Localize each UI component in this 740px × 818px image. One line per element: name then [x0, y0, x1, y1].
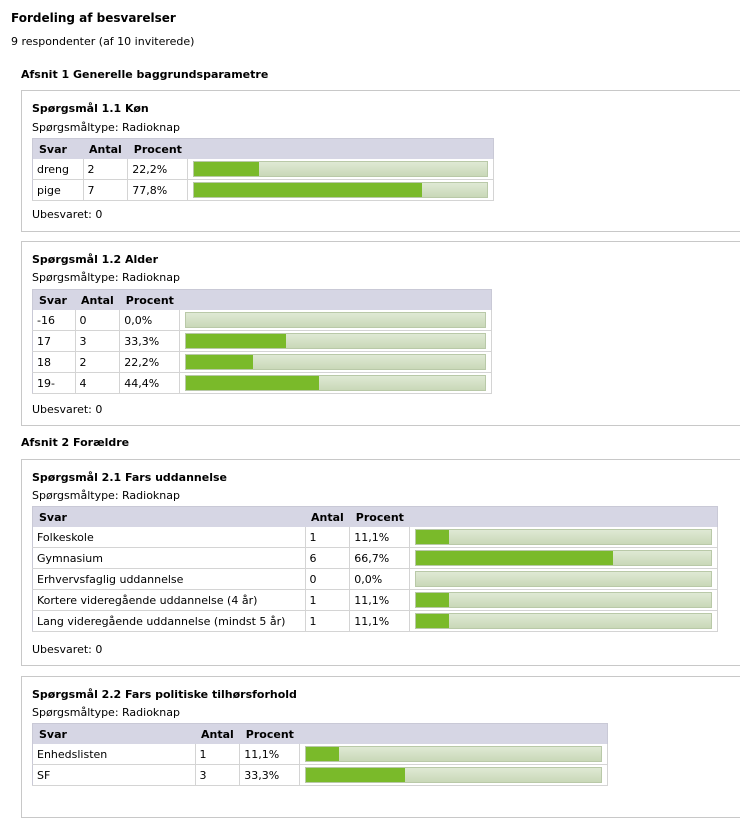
section-title: Afsnit 2 Forældre [21, 436, 130, 449]
unanswered-count: Ubesvaret: 0 [32, 643, 103, 656]
percent-bar [185, 312, 486, 328]
percent-bar [305, 767, 602, 783]
unanswered-count: Ubesvaret: 0 [32, 208, 103, 221]
table-header-row [33, 290, 492, 311]
answer-label: Kortere videregående uddannelse (4 år) [33, 590, 306, 611]
answer-count: 2 [75, 352, 120, 373]
percent-bar [415, 613, 712, 629]
bar-cell [300, 765, 608, 786]
question-type: Spørgsmåltype: Radioknap [32, 706, 181, 719]
bar-cell [180, 373, 492, 394]
bar-cell [180, 331, 492, 352]
section-title: Afsnit 1 Generelle baggrundsparametre [21, 68, 269, 81]
answer-label: Lang videregående uddannelse (mindst 5 år) [33, 611, 306, 632]
col-header-antal: Antal [305, 507, 350, 528]
question-title: Spørgsmål 1.1 Køn [32, 102, 149, 115]
percent-bar [185, 375, 486, 391]
percent-bar-fill [416, 593, 449, 607]
percent-bar [185, 333, 486, 349]
bar-cell [300, 744, 608, 765]
answer-count: 6 [305, 548, 350, 569]
answer-count: 3 [195, 765, 240, 786]
question-type: Spørgsmåltype: Radioknap [32, 121, 181, 134]
answer-count: 1 [195, 744, 240, 765]
table-row [33, 569, 718, 590]
answer-label: Folkeskole [33, 527, 306, 548]
answer-count: 4 [75, 373, 120, 394]
question-title: Spørgsmål 1.2 Alder [32, 253, 159, 266]
col-header-procent: Procent [240, 724, 300, 745]
question-box [21, 241, 740, 426]
answer-count: 1 [305, 611, 350, 632]
results-table [32, 289, 492, 394]
bar-cell [188, 159, 494, 180]
col-header-antal: Antal [75, 290, 120, 311]
col-header-bar [188, 139, 494, 160]
answer-label: -16 [33, 310, 76, 331]
question-title: Spørgsmål 2.2 Fars politiske tilhørsforhold [32, 688, 297, 701]
answer-label: 19- [33, 373, 76, 394]
percent-bar-fill [186, 355, 252, 369]
percent-bar-fill [186, 376, 319, 390]
table-row [33, 590, 718, 611]
answer-count: 3 [75, 331, 120, 352]
bar-cell [410, 527, 718, 548]
col-header-bar [180, 290, 492, 311]
answer-count: 0 [75, 310, 120, 331]
bar-cell [410, 590, 718, 611]
table-row [33, 159, 494, 180]
answer-count: 1 [305, 590, 350, 611]
answer-percent: 11,1% [240, 744, 300, 765]
table-row [33, 331, 492, 352]
bar-cell [188, 180, 494, 201]
answer-label: Enhedslisten [33, 744, 196, 765]
unanswered-count: Ubesvaret: 0 [32, 403, 103, 416]
percent-bar-fill [306, 747, 339, 761]
answer-percent: 0,0% [120, 310, 180, 331]
answer-count: 0 [305, 569, 350, 590]
answer-label: 17 [33, 331, 76, 352]
col-header-bar [410, 507, 718, 528]
percent-bar-fill [416, 551, 612, 565]
percent-bar-fill [194, 162, 259, 176]
answer-label: Erhvervsfaglig uddannelse [33, 569, 306, 590]
table-row [33, 352, 492, 373]
table-row [33, 310, 492, 331]
answer-count: 1 [305, 527, 350, 548]
respondent-count: 9 respondenter (af 10 inviterede) [11, 35, 195, 48]
col-header-bar [300, 724, 608, 745]
bar-cell [410, 611, 718, 632]
percent-bar [193, 161, 488, 177]
percent-bar-fill [186, 334, 285, 348]
percent-bar [415, 550, 712, 566]
answer-percent: 44,4% [120, 373, 180, 394]
answer-percent: 11,1% [350, 527, 410, 548]
answer-percent: 0,0% [350, 569, 410, 590]
answer-percent: 77,8% [128, 180, 188, 201]
question-box [21, 90, 740, 232]
answer-percent: 11,1% [350, 611, 410, 632]
results-table [32, 138, 494, 201]
results-table [32, 723, 608, 786]
percent-bar-fill [416, 530, 449, 544]
col-header-svar: Svar [33, 724, 196, 745]
col-header-procent: Procent [120, 290, 180, 311]
answer-label: 18 [33, 352, 76, 373]
question-type: Spørgsmåltype: Radioknap [32, 271, 181, 284]
answer-label: SF [33, 765, 196, 786]
page-title: Fordeling af besvarelser [11, 11, 176, 25]
answer-percent: 22,2% [128, 159, 188, 180]
table-row [33, 180, 494, 201]
results-table [32, 506, 718, 632]
table-header-row [33, 139, 494, 160]
col-header-procent: Procent [350, 507, 410, 528]
percent-bar [415, 529, 712, 545]
table-row [33, 373, 492, 394]
table-row [33, 548, 718, 569]
col-header-svar: Svar [33, 507, 306, 528]
table-row [33, 527, 718, 548]
answer-percent: 33,3% [120, 331, 180, 352]
question-box [21, 676, 740, 818]
bar-cell [180, 310, 492, 331]
percent-bar [305, 746, 602, 762]
table-header-row [33, 724, 608, 745]
question-box [21, 459, 740, 666]
table-row [33, 744, 608, 765]
answer-count: 7 [83, 180, 128, 201]
bar-cell [410, 548, 718, 569]
table-header-row [33, 507, 718, 528]
col-header-antal: Antal [195, 724, 240, 745]
answer-percent: 33,3% [240, 765, 300, 786]
col-header-svar: Svar [33, 290, 76, 311]
percent-bar-fill [416, 614, 449, 628]
col-header-antal: Antal [83, 139, 128, 160]
question-type: Spørgsmåltype: Radioknap [32, 489, 181, 502]
table-row [33, 765, 608, 786]
answer-label: dreng [33, 159, 84, 180]
bar-cell [410, 569, 718, 590]
answer-percent: 66,7% [350, 548, 410, 569]
question-title: Spørgsmål 2.1 Fars uddannelse [32, 471, 227, 484]
percent-bar [185, 354, 486, 370]
answer-count: 2 [83, 159, 128, 180]
percent-bar-fill [306, 768, 404, 782]
percent-bar [415, 592, 712, 608]
answer-percent: 11,1% [350, 590, 410, 611]
col-header-procent: Procent [128, 139, 188, 160]
table-row [33, 611, 718, 632]
answer-percent: 22,2% [120, 352, 180, 373]
col-header-svar: Svar [33, 139, 84, 160]
answer-label: Gymnasium [33, 548, 306, 569]
answer-label: pige [33, 180, 84, 201]
bar-cell [180, 352, 492, 373]
percent-bar [193, 182, 488, 198]
percent-bar-fill [194, 183, 422, 197]
percent-bar [415, 571, 712, 587]
